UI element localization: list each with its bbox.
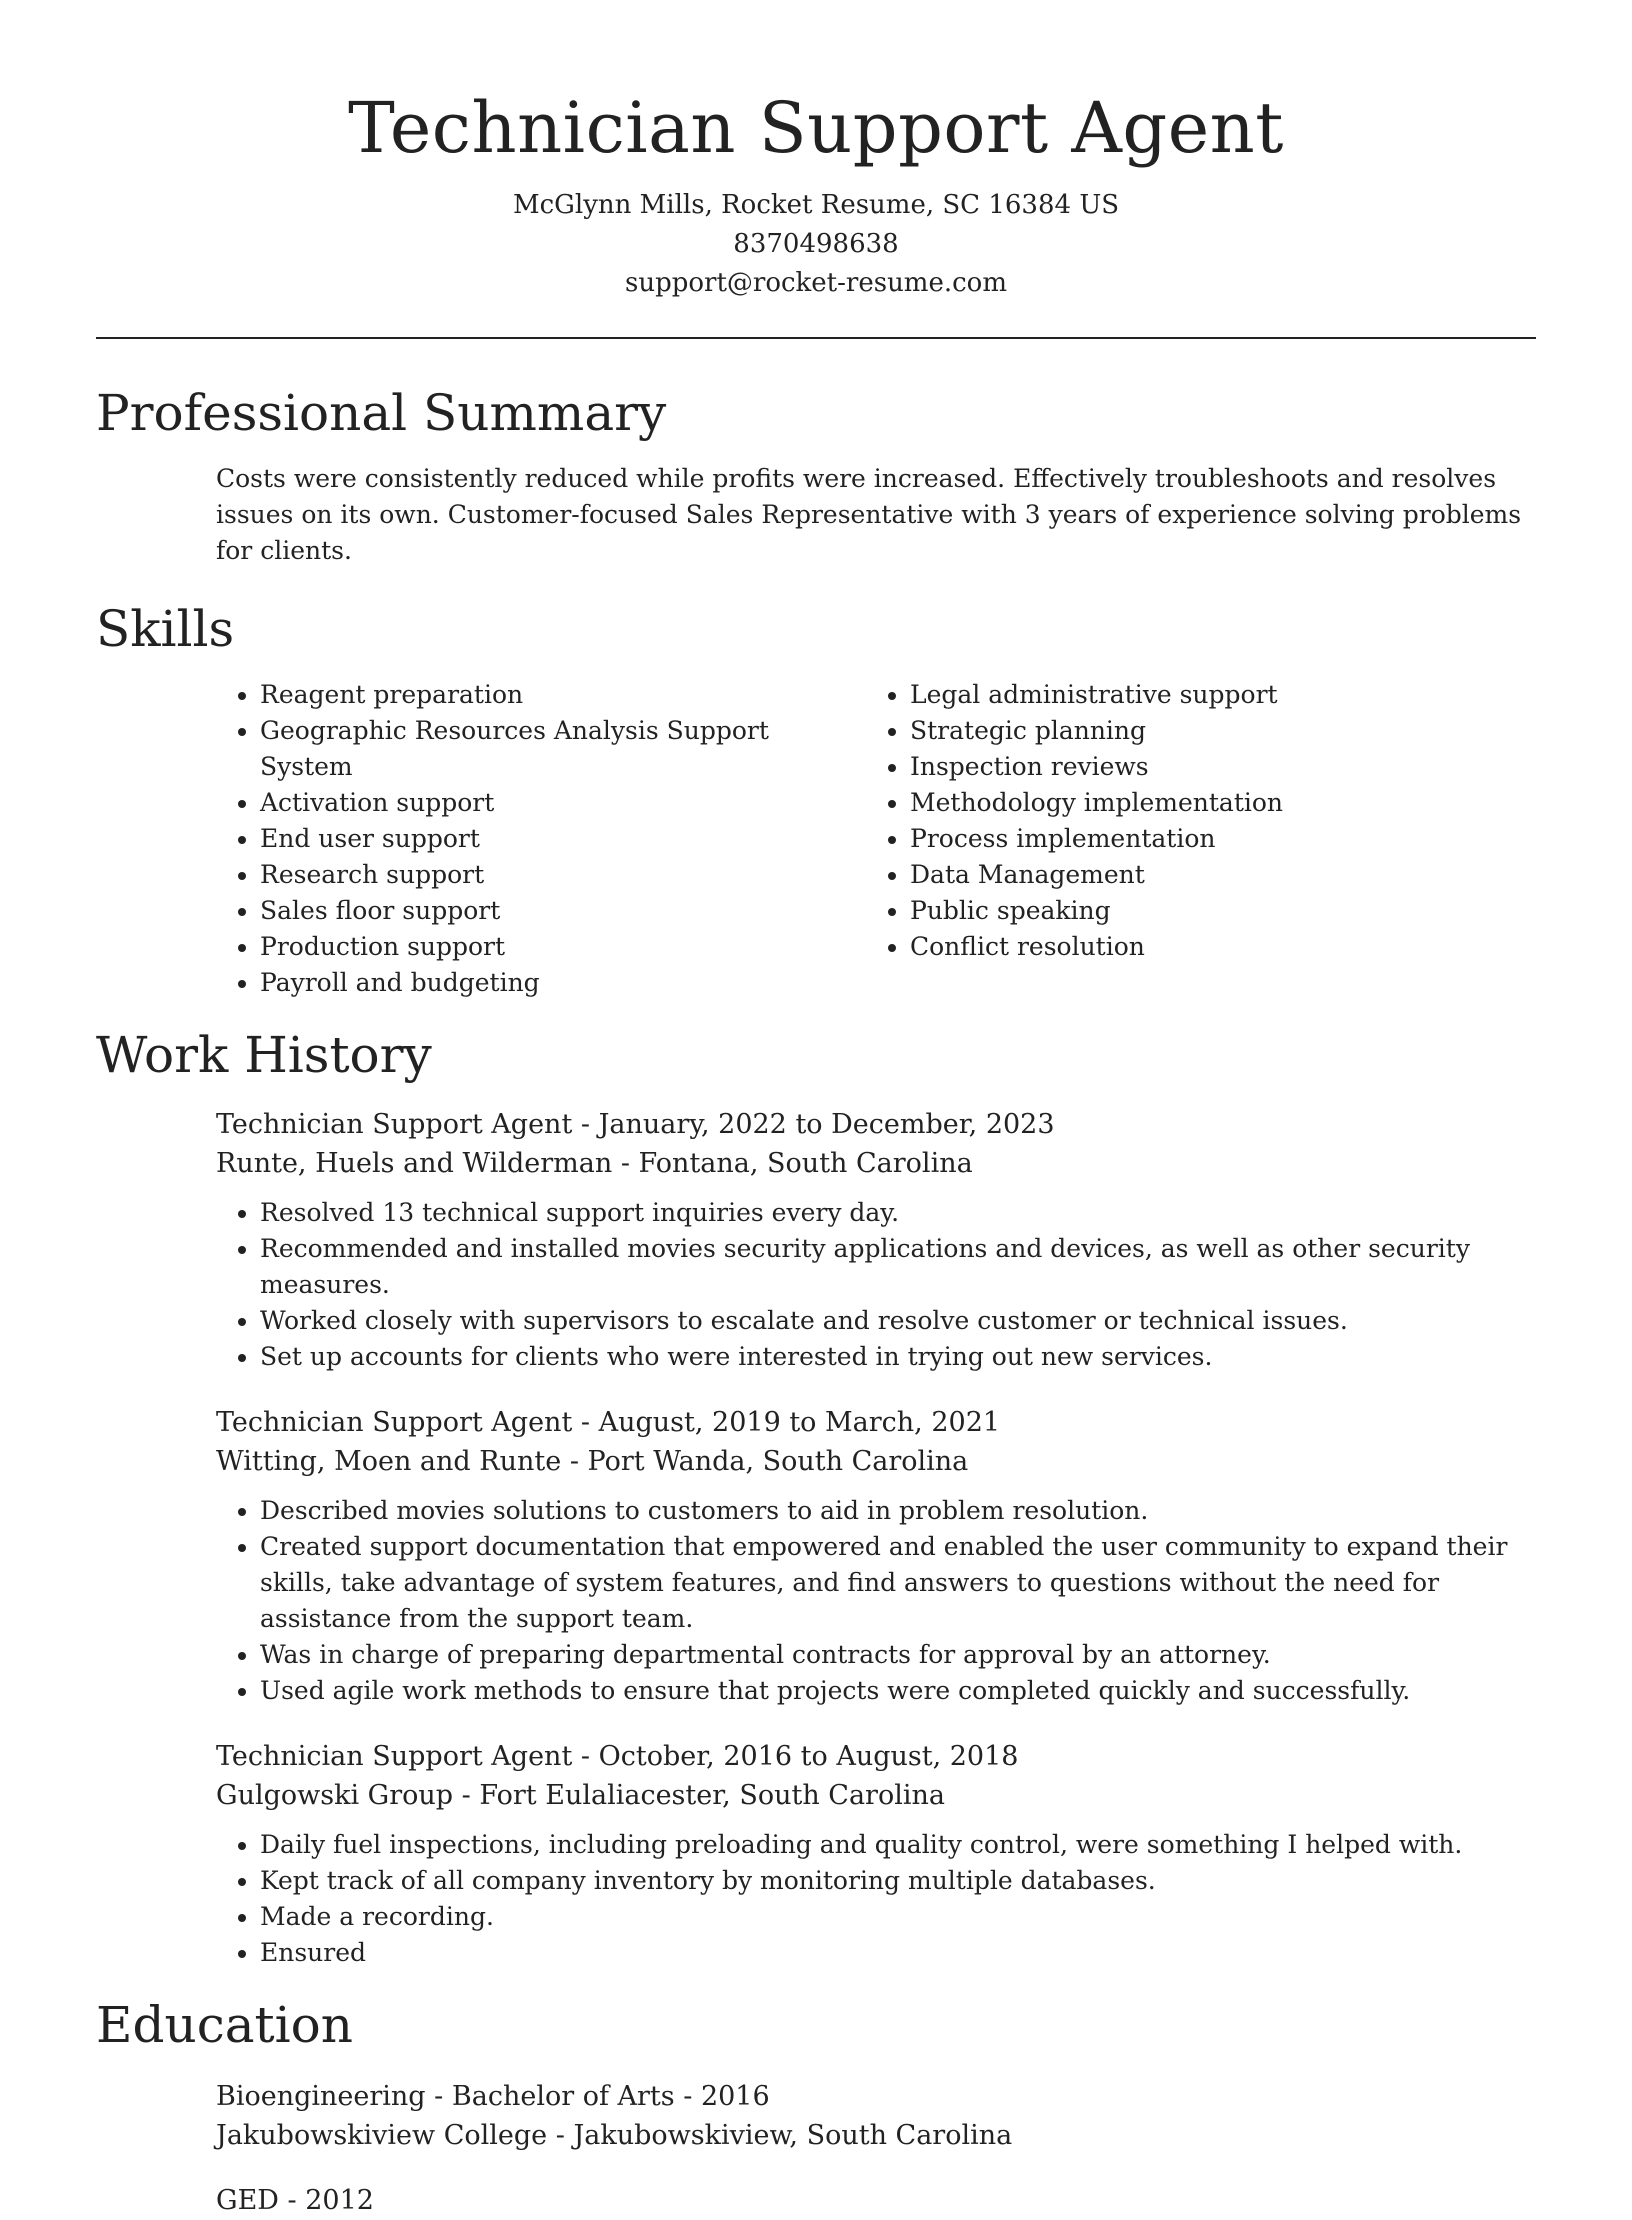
skill-item: • Strategic planning xyxy=(910,713,1283,749)
job-company-line xyxy=(216,1776,1536,1815)
skill-item: • Inspection reviews xyxy=(910,749,1283,785)
skill-item: • Reagent preparation xyxy=(260,677,866,713)
skills-column-right xyxy=(866,677,1283,1001)
job-bullet: • Ensured xyxy=(260,1935,1540,1971)
job-bullet: • Made a recording. xyxy=(260,1899,1540,1935)
professional-summary-section xyxy=(96,383,1536,569)
skill-item: • Sales floor support xyxy=(260,893,866,929)
contact-address: McGlynn Mills, Rocket Resume, SC 16384 US xyxy=(512,190,1120,220)
skill-item: • Production support xyxy=(260,929,866,965)
section-title-summary: Professional Summary xyxy=(96,384,667,442)
job-company: Witting, Moen and Runte xyxy=(216,1446,562,1477)
skill-item: • Activation support xyxy=(260,785,866,821)
job-role: Technician Support Agent xyxy=(216,1407,573,1438)
skills-columns xyxy=(216,677,1536,1001)
job-bullet: • Worked closely with supervisors to escalate and resolve customer or technical issues. xyxy=(260,1303,1540,1339)
education-field: GED xyxy=(216,2185,279,2216)
section-title-education: Education xyxy=(96,1996,353,2054)
skill-item: • Data Management xyxy=(910,857,1283,893)
education-degree-line xyxy=(216,2181,1536,2220)
job-bullet: • Described movies solutions to customers to aid in problem resolution. xyxy=(260,1493,1540,1529)
skill-item: • Geographic Resources Analysis Support System xyxy=(260,713,866,785)
job-entry xyxy=(216,1105,1536,1375)
job-bullet: • Recommended and installed movies security applications and devices, as well as other security measures. xyxy=(260,1231,1540,1303)
job-location: Fontana, South Carolina xyxy=(638,1148,973,1179)
skills-column-left xyxy=(216,677,866,1001)
skill-item: • End user support xyxy=(260,821,866,857)
job-company-line xyxy=(216,1442,1536,1481)
education-entry xyxy=(216,2181,1536,2220)
job-dates: January, 2022 to December, 2023 xyxy=(598,1109,1055,1140)
education-degree: Bachelor of Arts xyxy=(451,2081,675,2112)
job-bullet: • Set up accounts for clients who were interested in trying out new services. xyxy=(260,1339,1540,1375)
job-company-line xyxy=(216,1144,1536,1183)
education-degree-line xyxy=(216,2077,1536,2116)
job-bullets xyxy=(216,1195,1540,1375)
job-bullet: • Daily fuel inspections, including preloading and quality control, were something I helped with. xyxy=(260,1827,1540,1863)
contact-block xyxy=(0,186,1632,303)
separator: - xyxy=(674,2081,701,2112)
resume-name: Technician Support Agent xyxy=(348,87,1284,169)
job-title-line xyxy=(216,1403,1536,1442)
skills-section xyxy=(96,599,1536,1001)
separator: - xyxy=(572,1741,599,1772)
separator: - xyxy=(561,1446,588,1477)
summary-text: Costs were consistently reduced while profits were increased. Effectively troubleshoots and resolves issues on its own. Customer-focused Sales Representative with 3 years of experience solving problems for clients. xyxy=(216,464,1522,565)
separator: - xyxy=(572,1109,599,1140)
job-location: Fort Eulaliacester, South Carolina xyxy=(479,1780,945,1811)
education-school: Jakubowskiview College xyxy=(216,2120,548,2151)
job-bullet: • Resolved 13 technical support inquiries every day. xyxy=(260,1195,1540,1231)
job-bullet: • Created support documentation that empowered and enabled the user community to expand their skills, take advantage of system features, and find answers to questions without the need for assistance from the support team. xyxy=(260,1529,1540,1637)
job-role: Technician Support Agent xyxy=(216,1109,573,1140)
separator: - xyxy=(425,2081,452,2112)
resume-header xyxy=(0,0,1632,303)
separator: - xyxy=(572,1407,599,1438)
job-role: Technician Support Agent xyxy=(216,1741,573,1772)
education-section xyxy=(96,1995,1536,2220)
separator: - xyxy=(612,1148,639,1179)
job-bullet: • Used agile work methods to ensure that projects were completed quickly and successfully. xyxy=(260,1673,1540,1709)
skill-item: • Process implementation xyxy=(910,821,1283,857)
skill-item: • Research support xyxy=(260,857,866,893)
job-bullet: • Kept track of all company inventory by monitoring multiple databases. xyxy=(260,1863,1540,1899)
job-title-line xyxy=(216,1737,1536,1776)
job-entry xyxy=(216,1737,1536,1971)
skill-item: • Payroll and budgeting xyxy=(260,965,866,1001)
education-field: Bioengineering xyxy=(216,2081,426,2112)
header-divider xyxy=(96,337,1536,339)
skill-item: • Public speaking xyxy=(910,893,1283,929)
section-title-skills: Skills xyxy=(96,600,235,658)
job-bullets xyxy=(216,1827,1540,1971)
skill-item: • Legal administrative support xyxy=(910,677,1283,713)
separator: - xyxy=(547,2120,574,2151)
section-title-work: Work History xyxy=(96,1026,432,1084)
education-school-line xyxy=(216,2116,1536,2155)
contact-phone: 8370498638 xyxy=(733,229,899,259)
job-entry xyxy=(216,1403,1536,1709)
education-year: 2012 xyxy=(305,2185,374,2216)
work-history-section xyxy=(96,1025,1536,1971)
job-bullet: • Was in charge of preparing departmental contracts for approval by an attorney. xyxy=(260,1637,1540,1673)
education-entry xyxy=(216,2077,1536,2155)
job-location: Port Wanda, South Carolina xyxy=(587,1446,969,1477)
contact-email: support@rocket-resume.com xyxy=(624,268,1007,298)
education-year: 2016 xyxy=(700,2081,770,2112)
skill-item: • Methodology implementation xyxy=(910,785,1283,821)
job-dates: August, 2019 to March, 2021 xyxy=(598,1407,1001,1438)
job-title-line xyxy=(216,1105,1536,1144)
job-company: Runte, Huels and Wilderman xyxy=(216,1148,613,1179)
skill-item: • Conflict resolution xyxy=(910,929,1283,965)
job-dates: October, 2016 to August, 2018 xyxy=(598,1741,1019,1772)
job-company: Gulgowski Group xyxy=(216,1780,454,1811)
education-location: Jakubowskiview, South Carolina xyxy=(573,2120,1013,2151)
job-bullets xyxy=(216,1493,1540,1709)
separator: - xyxy=(278,2185,306,2216)
separator: - xyxy=(453,1780,480,1811)
